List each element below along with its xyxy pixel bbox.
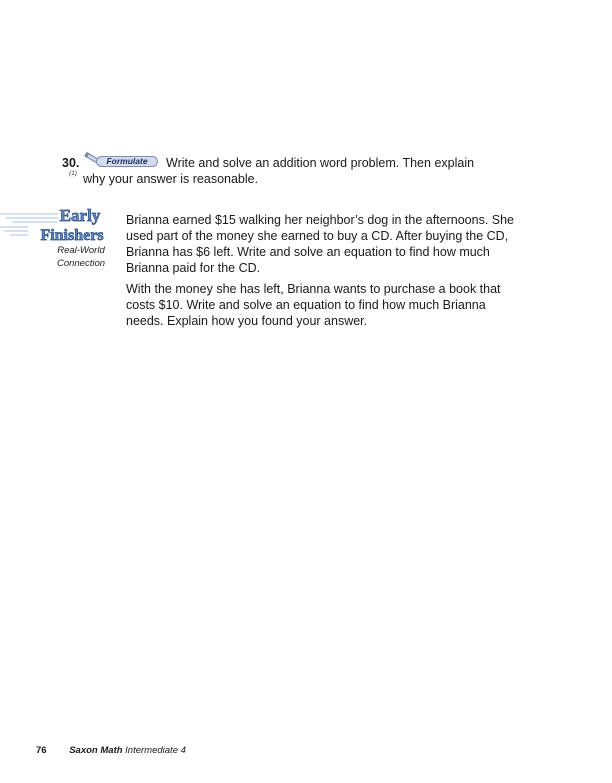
paragraph-1: Brianna earned $15 walking her neighbor’s dog in the afternoons. She used part of the money she earned to buy a CD. After buying the CD, Brianna has $6 left. Write and solve an equation to find how much Brianna paid for the CD. bbox=[126, 213, 515, 275]
early-finishers-logo bbox=[0, 205, 120, 243]
book-title: Saxon Math bbox=[69, 745, 123, 756]
logo-word-early: Early bbox=[59, 206, 101, 225]
page-number: 76 bbox=[36, 745, 47, 756]
formulate-label: Formulate bbox=[96, 156, 158, 167]
real-world-connection-label bbox=[52, 245, 110, 270]
early-finishers-text bbox=[126, 212, 516, 334]
book-subtitle: Intermediate 4 bbox=[125, 745, 186, 756]
subtitle-line1: Real-World bbox=[57, 245, 105, 256]
problem-text-line2: why your answer is reasonable. bbox=[83, 172, 259, 186]
lesson-reference: (1) bbox=[69, 170, 77, 177]
formulate-badge bbox=[84, 155, 160, 168]
page-footer bbox=[36, 745, 186, 756]
paragraph-2: With the money she has left, Brianna wants to purchase a book that costs $10. Write and solve an equation to find how much Brianna needs. Explain how you found your answer. bbox=[126, 282, 501, 328]
logo-word-finishers: Finishers bbox=[40, 227, 104, 243]
problem-number: 30. bbox=[62, 156, 80, 170]
subtitle-line2: Connection bbox=[56, 257, 106, 269]
problem-text-line1: Write and solve an addition word problem. Then explain bbox=[166, 156, 475, 170]
